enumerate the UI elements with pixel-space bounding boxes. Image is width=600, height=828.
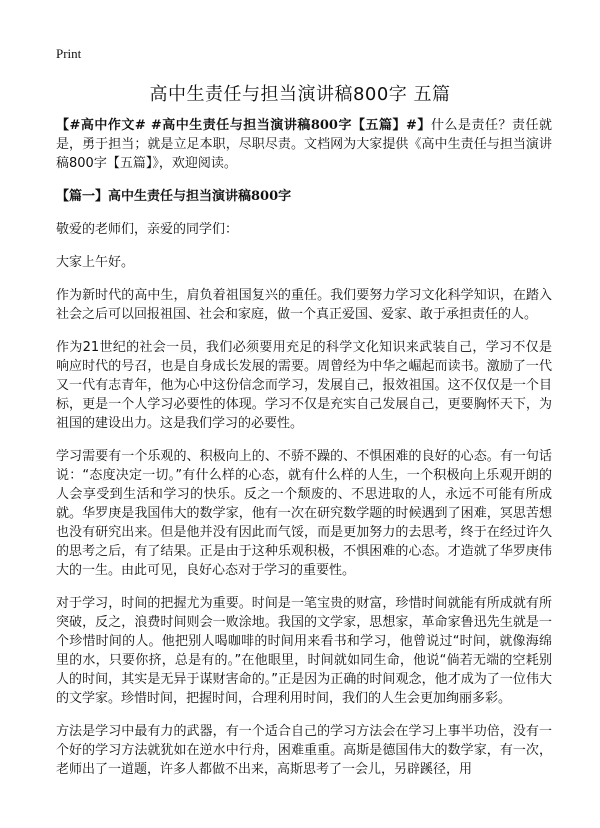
article-body	[56, 116, 552, 793]
print-link[interactable]: Print	[56, 46, 82, 61]
paragraph: 方法是学习中最有力的武器，有一个适合自己的学习方法会在学习上事半功倍，没有一个好的学习方法就犹如在逆水中行舟，困难重重。高斯是德国伟大的数学家，有一次，老师出了一道题，许多人都做不出来，高斯思考了一会儿，另辟蹊径，用	[56, 724, 552, 777]
intro-text: 什么是责任？责任就是，勇于担当；就是立足本职，尽职尽责。文档网为大家提供《高中生责任与担当演讲稿800字【五篇】》，欢迎阅读。	[56, 118, 552, 171]
paragraph: 作为21世纪的社会一员，我们必须要用充足的科学文化知识来武装自己，学习不仅是响应时代的号召，也是自身成长发展的需要。周曾经为中华之崛起而读书。激励了一代又一代有志青年，他为心中这份信念而学习，发展自己，报效祖国。这不仅仅是一个目标，更是一个人学习必要性的体现。学习不仅是充实自己发展自己，更要胸怀天下，为祖国的建设出力。这是我们学习的必要性。	[56, 340, 552, 431]
paragraph: 大家上午好。	[56, 255, 135, 270]
intro-paragraph	[56, 116, 552, 173]
section-heading: 【篇一】高中生责任与担当演讲稿800字	[56, 189, 292, 204]
paragraph: 学习需要有一个乐观的、积极向上的、不骄不躁的、不惧困难的良好的心态。有一句话说：“态度决定一切。”有什么样的心态，就有什么样的人生，一个积极向上乐观开朗的人会享受到生活和学习的快乐。反之一个颓废的、不思进取的人，永远不可能有所成就。华罗庚是我国伟大的数学家，他有一次在研究数学题的时候遇到了困难，冥思苦想也没有研究出来。但是他并没有因此而气馁，而是更加努力的去思考，终于在经过许久的思考之后，有了结果。正是由于这种乐观积极，不惧困难的心态。才造就了华罗庚伟大的一生。由此可见，良好心态对于学习的重要性。	[56, 449, 552, 578]
paragraph: 敬爱的老师们，亲爱的同学们：	[56, 222, 239, 237]
intro-tags: 【#高中作文# #高中生责任与担当演讲稿800字【五篇】#】	[56, 118, 431, 133]
paragraph: 作为新时代的高中生，肩负着祖国复兴的重任。我们要努力学习文化科学知识，在踏入社会之后可以回报祖国、社会和家庭，做一个真正爱国、爱家、敢于承担责任的人。	[56, 288, 552, 322]
paragraph: 对于学习，时间的把握尤为重要。时间是一笔宝贵的财富，珍惜时间就能有所成就有所突破，反之，浪费时间则会一败涂地。我国的文学家，思想家，革命家鲁迅先生就是一个珍惜时间的人。他把别人喝咖啡的时间用来看书和学习，他曾说过“时间，就像海绵里的水，只要你挤，总是有的。”在他眼里，时间就如同生命，他说“倘若无端的空耗别人的时间，其实是无异于谋财害命的。”正是因为正确的时间观念，他才成为了一位伟大的文学家。珍惜时间，把握时间，合理利用时间，我们的人生会更加绚丽多彩。	[56, 596, 552, 706]
page-title: 高中生责任与担当演讲稿800字 五篇	[149, 84, 451, 105]
